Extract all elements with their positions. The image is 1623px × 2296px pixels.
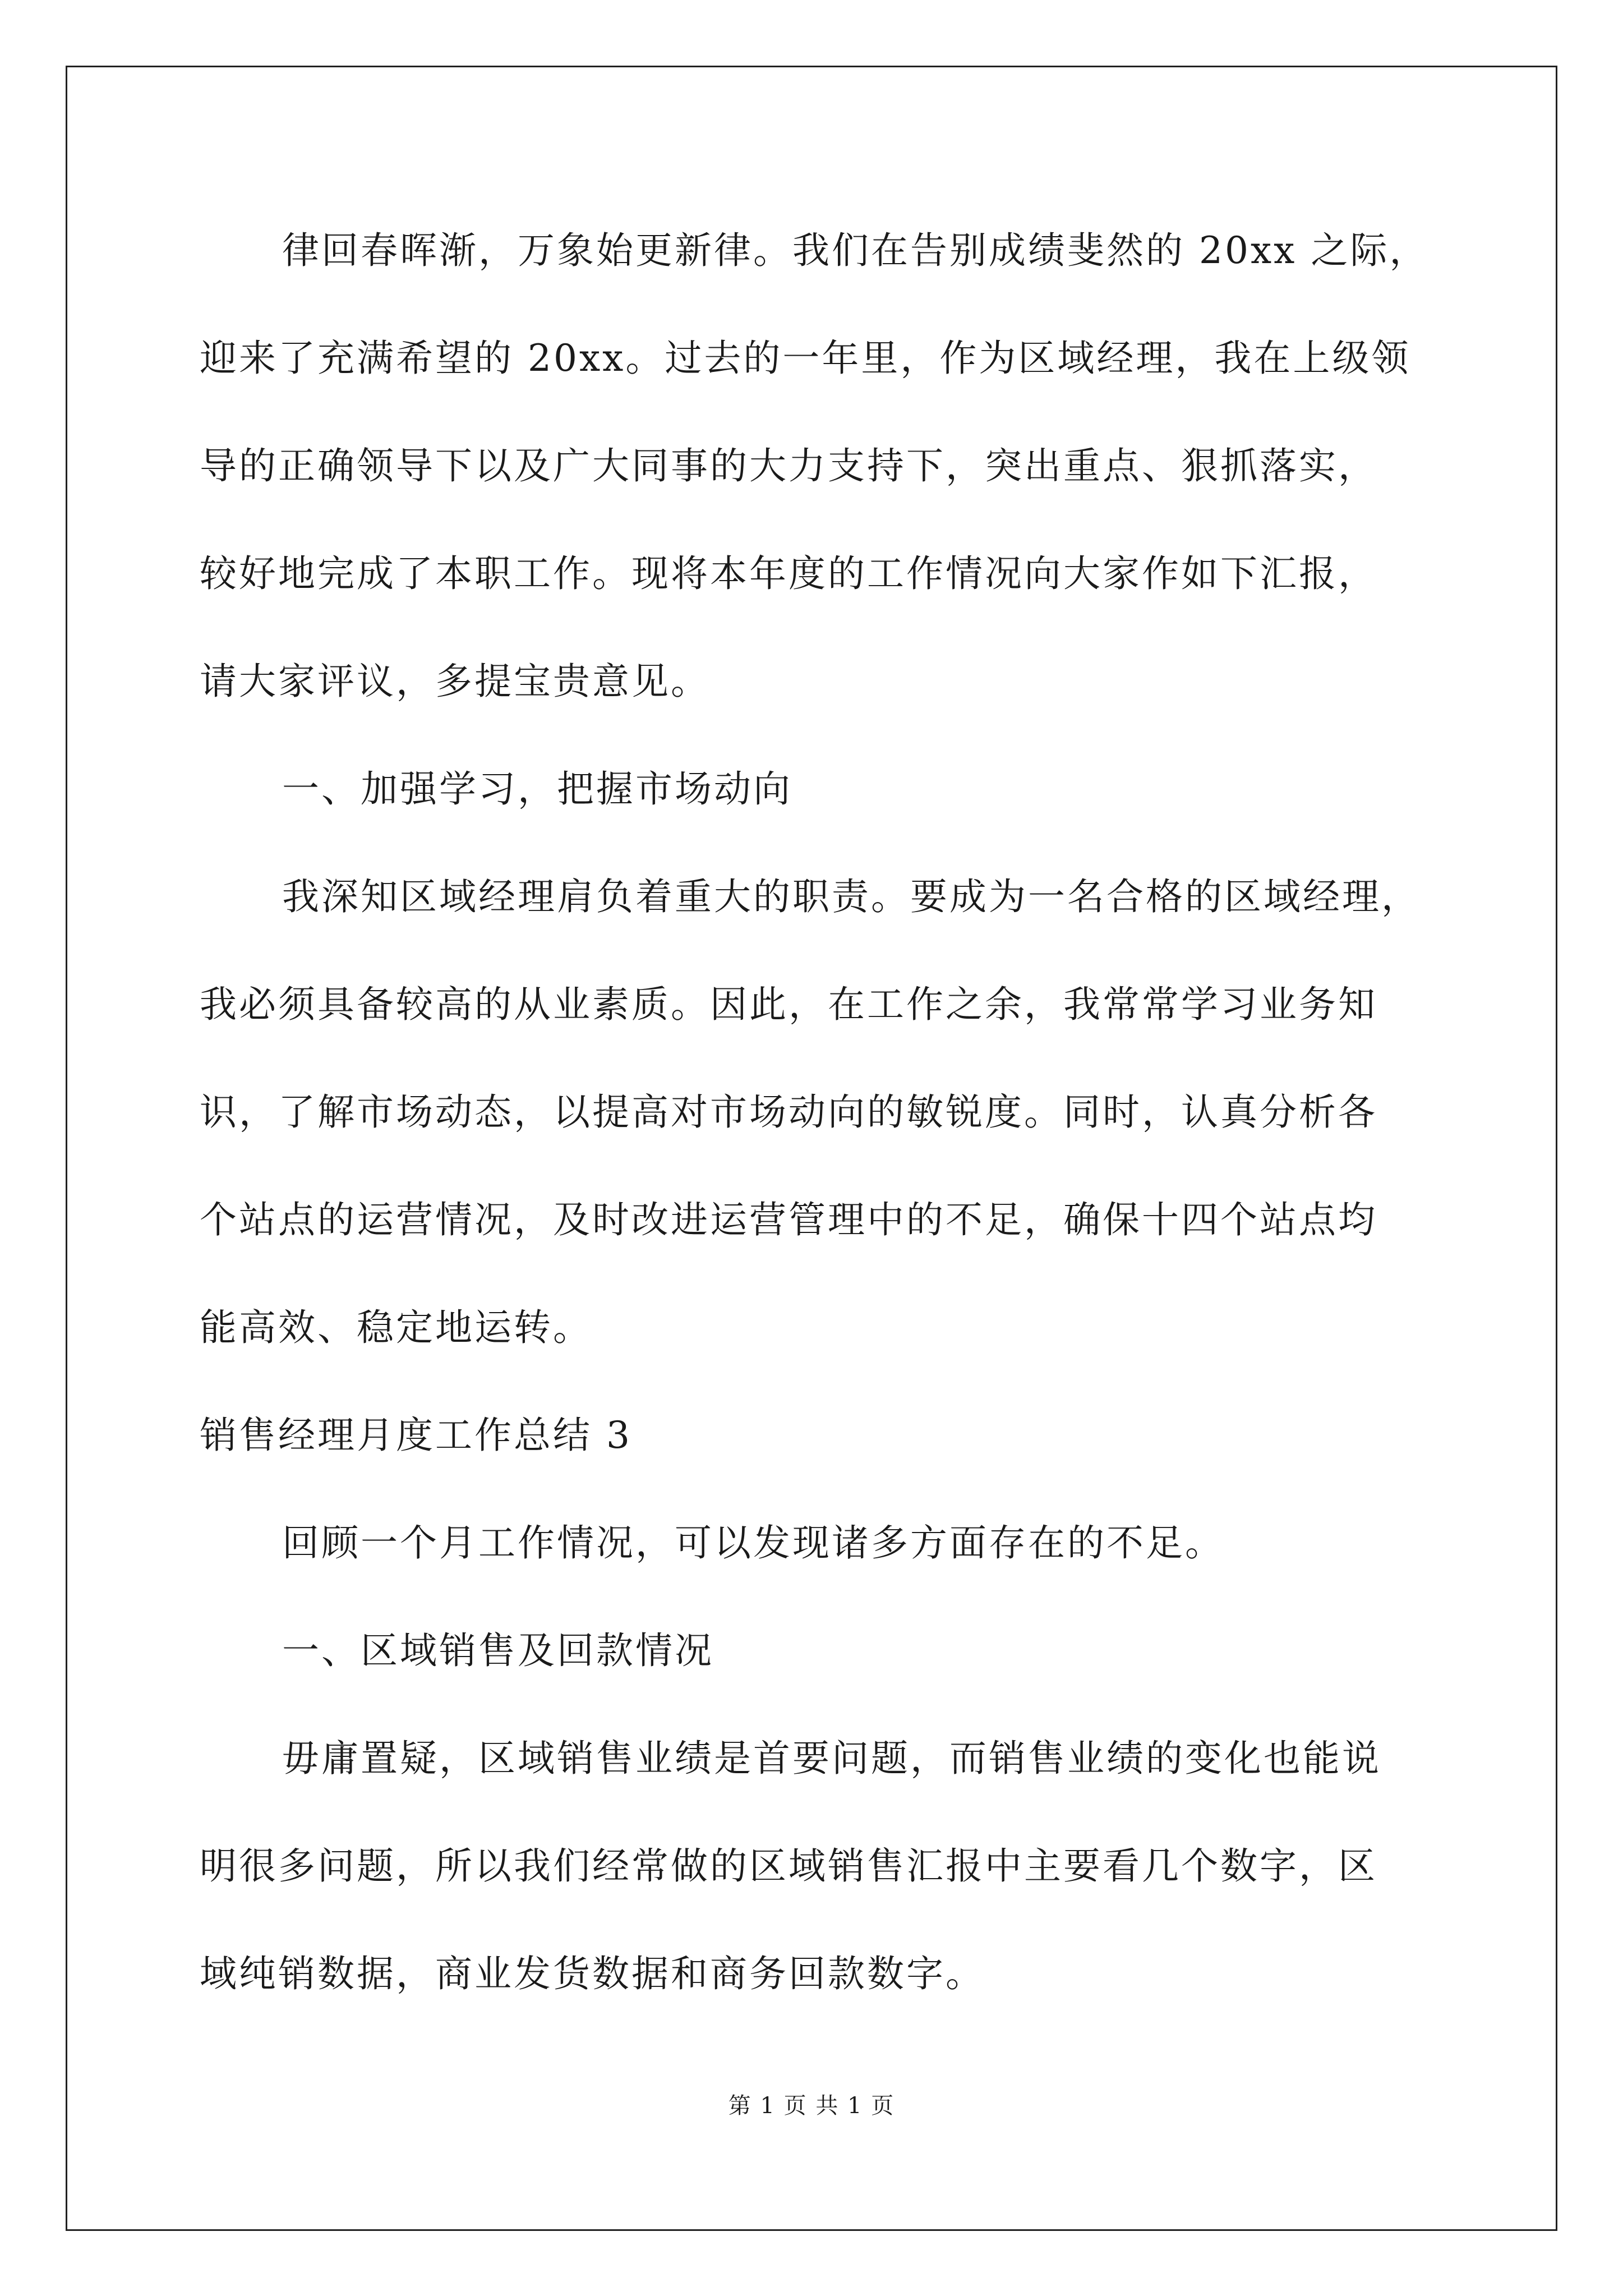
paragraph-4-line-2: 明很多问题，所以我们经常做的区域销售汇报中主要看几个数字，区 [200,1844,1377,1888]
paragraph-2-line-3: 识，了解市场动态，以提高对市场动向的敏锐度。同时，认真分析各 [200,1091,1377,1134]
paragraph-4-line-1: 毋庸置疑，区域销售业绩是首要问题，而销售业绩的变化也能说 [282,1737,1381,1780]
page-footer: 第 1 页 共 1 页 [728,2093,895,2119]
paragraph-1-line-3: 导的正确领导下以及广大同事的大力支持下，突出重点、狠抓落实， [200,444,1377,487]
paragraph-1-line-2: 迎来了充满希望的 20xx。过去的一年里，作为区域经理，我在上级领 [200,337,1411,380]
section-2-title: 一、区域销售及回款情况 [282,1629,714,1672]
paragraph-4-line-3: 域纯销数据，商业发货数据和商务回款数字。 [200,1952,985,1995]
paragraph-1-line-5: 请大家评议，多提宝贵意见。 [200,660,710,703]
section-1-title: 一、加强学习，把握市场动向 [282,767,792,811]
paragraph-1-line-1: 律回春晖渐，万象始更新律。我们在告别成绩斐然的 20xx 之际， [282,229,1429,272]
paragraph-2-line-4: 个站点的运营情况，及时改进运营管理中的不足，确保十四个站点均 [200,1198,1377,1241]
paragraph-2-line-5: 能高效、稳定地运转。 [200,1306,592,1349]
paragraph-2-line-1: 我深知区域经理肩负着重大的职责。要成为一名合格的区域经理， [282,875,1421,918]
paragraph-1-line-4: 较好地完成了本职工作。现将本年度的工作情况向大家作如下汇报， [200,552,1377,595]
paragraph-2-line-2: 我必须具备较高的从业素质。因此，在工作之余，我常常学习业务知 [200,983,1377,1026]
paragraph-3: 回顾一个月工作情况，可以发现诸多方面存在的不足。 [282,1521,1224,1565]
doc-title-3: 销售经理月度工作总结 3 [200,1414,632,1457]
